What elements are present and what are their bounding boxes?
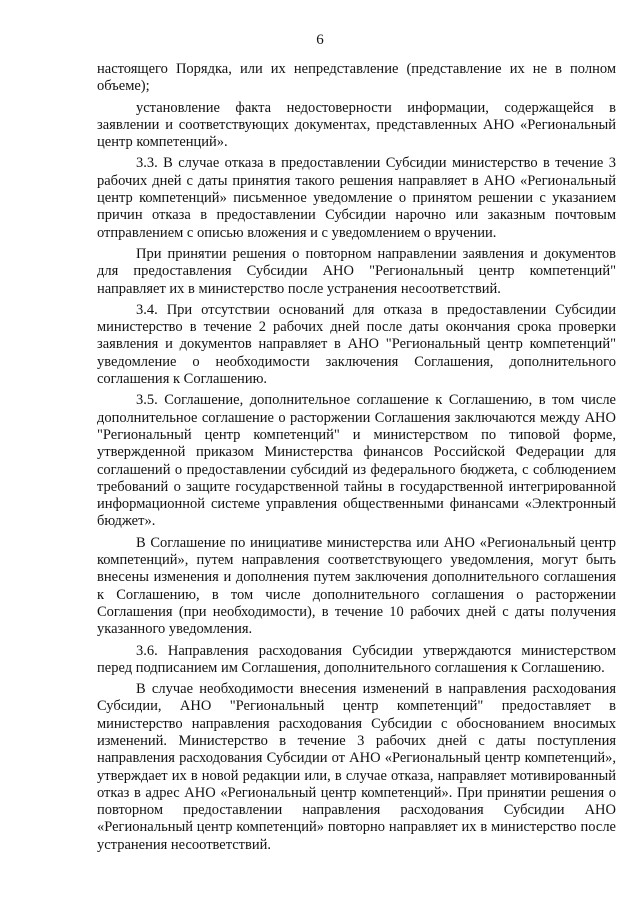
document-body <box>97 61 616 854</box>
paragraph: В случае необходимости внесения изменений в направления расходования Субсидии, АНО "Региональный центр компетенций" предоставляет в министерство направления расходования Субсидии с обоснованием вносимых изменений. Министерство в течение 3 рабочих дней с даты поступления направления расходования Субсидии от АНО «Региональный центр компетенций», утверждает их в новой редакции или, в случае отказа, направляет мотивированный отказ в адрес АНО «Региональный центр компетенций». При принятии решения о повторном предоставлении направления расходования Субсидии АНО «Региональный центр компетенций» повторно направляет их в министерство после устранения несоответствий. <box>97 681 616 853</box>
paragraph-3-3: 3.3. В случае отказа в предоставлении Субсидии министерство в течение 3 рабочих дней с даты принятия такого решения направляет в АНО «Региональный центр компетенций» письменное уведомление о принятом решении с указанием причин отказа в предоставлении Субсидии нарочно или заказным почтовым отправлением с описью вложения и с уведомлением о вручении. <box>97 155 616 241</box>
page-number: 6 <box>316 32 324 48</box>
paragraph-continuation: настоящего Порядка, или их непредставление (представление их не в полном объеме); <box>97 61 616 95</box>
paragraph-3-5: 3.5. Соглашение, дополнительное соглашение к Соглашению, в том числе дополнительное соглашение о расторжении Соглашения заключаются между АНО "Региональный центр компетенций" и министерством по типовой форме, утвержденной приказом Министерства финансов Российской Федерации для соглашений о предоставлении субсидий из федерального бюджета, с соблюдением требований о защите государственной тайны в государственной интегрированной информационной системе управления общественными финансами «Электронный бюджет». <box>97 392 616 530</box>
paragraph-item: установление факта недостоверности информации, содержащейся в заявлении и соответствующих документах, представленных АНО «Региональный центр компетенций». <box>97 99 616 151</box>
paragraph-3-4: 3.4. При отсутствии оснований для отказа в предоставлении Субсидии министерство в течение 2 рабочих дней после даты окончания срока проверки заявления и документов направляет в АНО "Региональный центр компетенций" уведомление о необходимости заключения Соглашения, дополнительного соглашения к Соглашению. <box>97 301 616 388</box>
paragraph: При принятии решения о повторном направлении заявления и документов для предоставления Субсидии АНО "Региональный центр компетенций" направляет их в министерство после устранения несоответствий. <box>97 245 616 297</box>
paragraph-3-6: 3.6. Направления расходования Субсидии утверждаются министерством перед подписанием им Соглашения, дополнительного соглашения к Соглашению. <box>97 642 616 676</box>
paragraph: В Соглашение по инициативе министерства или АНО «Региональный центр компетенций», путем направления соответствующего уведомления, могут быть внесены изменения и дополнения путем заключения дополнительного соглашения к Соглашению, в том числе дополнительного соглашения о расторжении Соглашения (при необходимости), в течение 10 рабочих дней с даты получения указанного уведомления. <box>97 534 616 638</box>
